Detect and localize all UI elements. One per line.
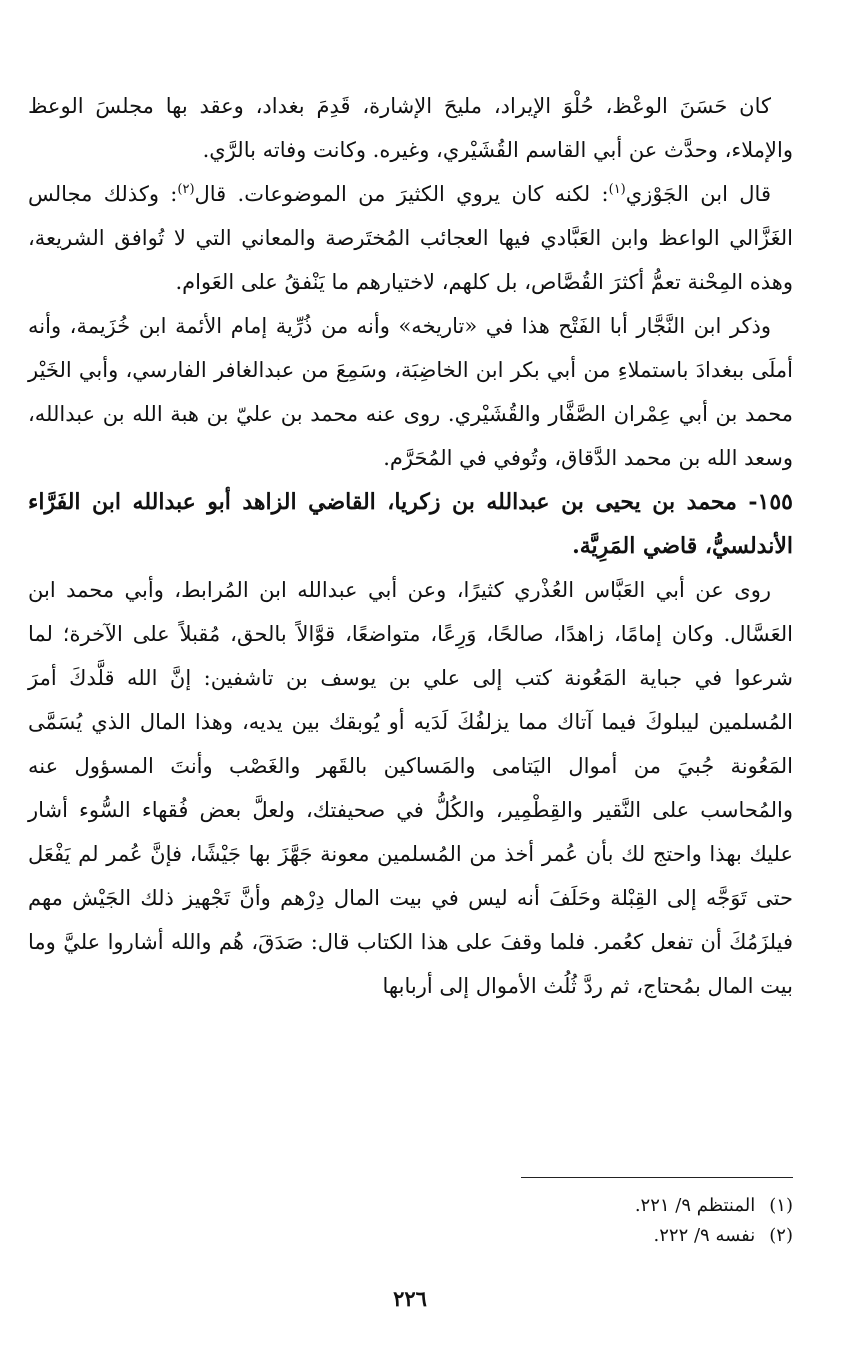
footnotes bbox=[293, 1191, 793, 1251]
footnote-1 bbox=[293, 1191, 793, 1221]
footnote-ref-1: (١) bbox=[608, 182, 626, 197]
paragraph-2 bbox=[28, 172, 793, 304]
paragraph-2-part-c: : وكذلك مجالس الغَزَّالي الواعظ وابن العَبَّادي فيها العجائب المُختَرصة والمعاني التي لا تُوافق الشريعة، وهذه المِحْنة تعمُّ أكثرَ القُصَّاص، بل كلهم، لاختيارهم ما يَنْفقُ على العَوام. bbox=[28, 182, 793, 294]
footnote-2-text: نفسه ٩/ ٢٢٢. bbox=[653, 1225, 756, 1246]
footnote-2-number: (٢) bbox=[769, 1225, 793, 1246]
footnote-2 bbox=[293, 1221, 793, 1251]
footnote-1-number: (١) bbox=[769, 1195, 793, 1216]
paragraph-2-part-a: قال ابن الجَوْزي bbox=[625, 182, 771, 206]
paragraph-1: كان حَسَنَ الوعْظ، حُلْوَ الإيراد، مليحَ الإشارة، قَدِمَ بغداد، وعقد بها مجلسَ الوعظ والإملاء، وحدَّث عن أبي القاسم القُشَيْري، وغيره. وكانت وفاته بالرَّي. bbox=[28, 94, 793, 162]
paragraph-4: روى عن أبي العَبَّاس العُذْري كثيرًا، وعن أبي عبدالله ابن المُرابط، وأبي محمد ابن العَسَّال. وكان إمامًا، زاهدًا، صالحًا، وَرِعًا، متواضعًا، قوَّالاً بالحق، مُقبلاً على الآخرة؛ لما شرعوا في جباية المَعُونة كتب إلى علي بن يوسف بن تاشفين: إنَّ الله قلَّدكَ أمرَ المُسلمين ليبلوكَ فيما آتاك مما يزلفُكَ لَدَيه أو يُوبقك بين يديه، وهذا المال الذي يُسَمَّى المَعُونة جُبيَ من أموال اليَتامى والمَساكين بالقَهر والغَصْب وأنتَ المسؤول عنه والمُحاسب على النَّقير والقِطْمِير، والكُلُّ في صحيفتك، ولعلَّ بعض فُقهاء السُّوء أشار عليك بهذا واحتج لك بأن عُمر أخذ من المُسلمين معونة جَهَّزَ بها جَيْشًا، فإنَّ عُمر لم يَفْعَل حتى تَوَجَّه إلى القِبْلة وحَلَفَ أنه ليس في بيت المال دِرْهم وأنَّ تَجْهيز ذلك الجَيْش مهم فيلزَمُكَ أن تفعل كعُمر. فلما وقفَ على هذا الكتاب قال: صَدَقَ، هُم والله أشاروا عليَّ وما بيت المال بمُحتاج، ثم ردَّ ثُلُث الأموال إلى أربابها bbox=[28, 578, 794, 998]
paragraph-3: وذكر ابن النَّجَّار أبا الفَتْح هذا في «تاريخه» وأنه من ذُرِّية إمام الأئمة ابن خُزَيمة، وأنه أملَى ببغدادَ باستملاءِ من أبي بكر ابن الخاضِبَة، وسَمِعَ من عبدالغافر الفارسي، وأبي الخَيْر محمد بن أبي عِمْران الصَّفَّار والقُشَيْري. روى عنه محمد بن عليّ بن هبة الله بن عبدالله، وسعد الله بن محمد الدَّقاق، وتُوفي في المُحَرَّم. bbox=[28, 314, 793, 470]
footnote-ref-2: (٢) bbox=[177, 182, 195, 197]
paragraph-2-part-b: : لكنه كان يروي الكثيرَ من الموضوعات. قال bbox=[194, 182, 609, 206]
page-number: ٢٢٦ bbox=[393, 1286, 427, 1311]
entry-heading: ١٥٥- محمد بن يحيى بن عبدالله بن زكريا، القاضي الزاهد أبو عبدالله ابن الفَرَّاء الأندلسيُّ، قاضي المَرِيَّة. bbox=[28, 489, 793, 559]
footnote-1-text: المنتظم ٩/ ٢٢١. bbox=[634, 1195, 756, 1216]
main-text bbox=[28, 84, 793, 1008]
footnote-divider bbox=[521, 1177, 793, 1178]
